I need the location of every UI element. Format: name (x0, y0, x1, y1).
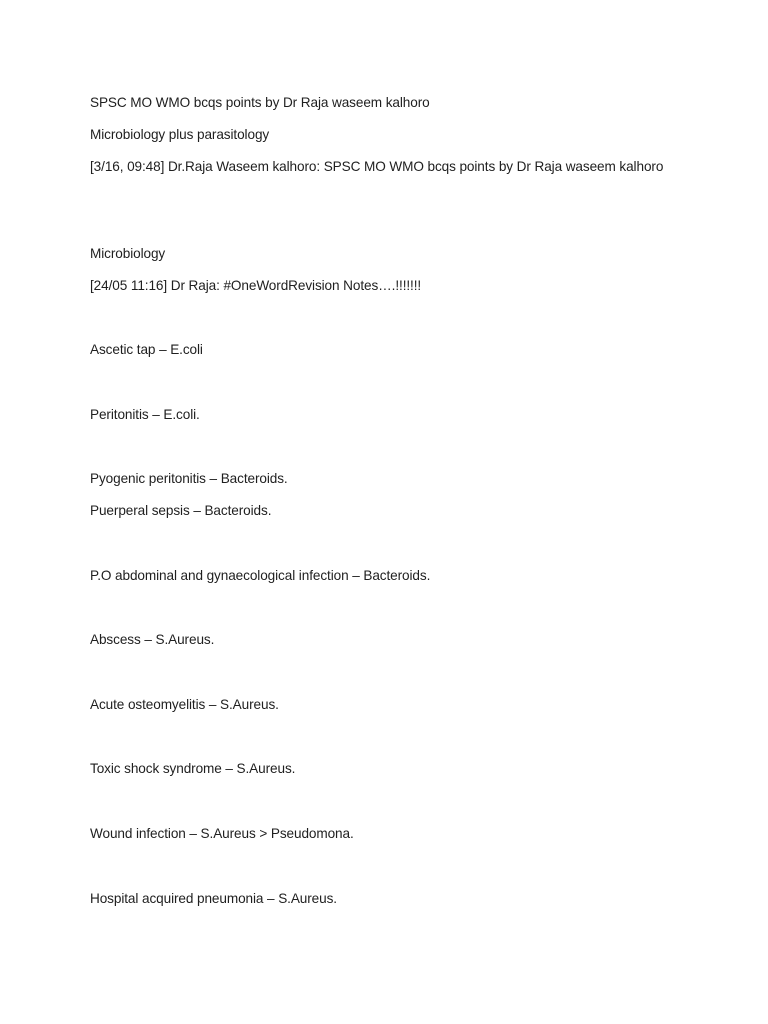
document-title: SPSC MO WMO bcqs points by Dr Raja waseem kalhoro (90, 95, 430, 110)
chat-message-header: [24/05 11:16] Dr Raja: #OneWordRevision Notes….!!!!!!! (90, 278, 422, 293)
note-line: Ascetic tap – E.coli (90, 342, 203, 357)
section-heading: Microbiology (90, 246, 166, 261)
note-line: Puerperal sepsis – Bacteroids. (90, 503, 272, 518)
chat-message-header: [3/16, 09:48] Dr.Raja Waseem kalhoro: SPSC MO WMO bcqs points by Dr Raja waseem kalhoro (90, 159, 664, 174)
note-line: Wound infection – S.Aureus > Pseudomona. (90, 826, 354, 841)
document-subtitle: Microbiology plus parasitology (90, 127, 270, 142)
note-line: Toxic shock syndrome – S.Aureus. (90, 761, 296, 776)
note-line: P.O abdominal and gynaecological infection – Bacteroids. (90, 568, 431, 583)
note-line: Acute osteomyelitis – S.Aureus. (90, 697, 279, 712)
note-line: Pyogenic peritonitis – Bacteroids. (90, 471, 288, 486)
note-line: Hospital acquired pneumonia – S.Aureus. (90, 891, 337, 906)
note-line: Abscess – S.Aureus. (90, 632, 215, 647)
note-line: Peritonitis – E.coli. (90, 407, 200, 422)
